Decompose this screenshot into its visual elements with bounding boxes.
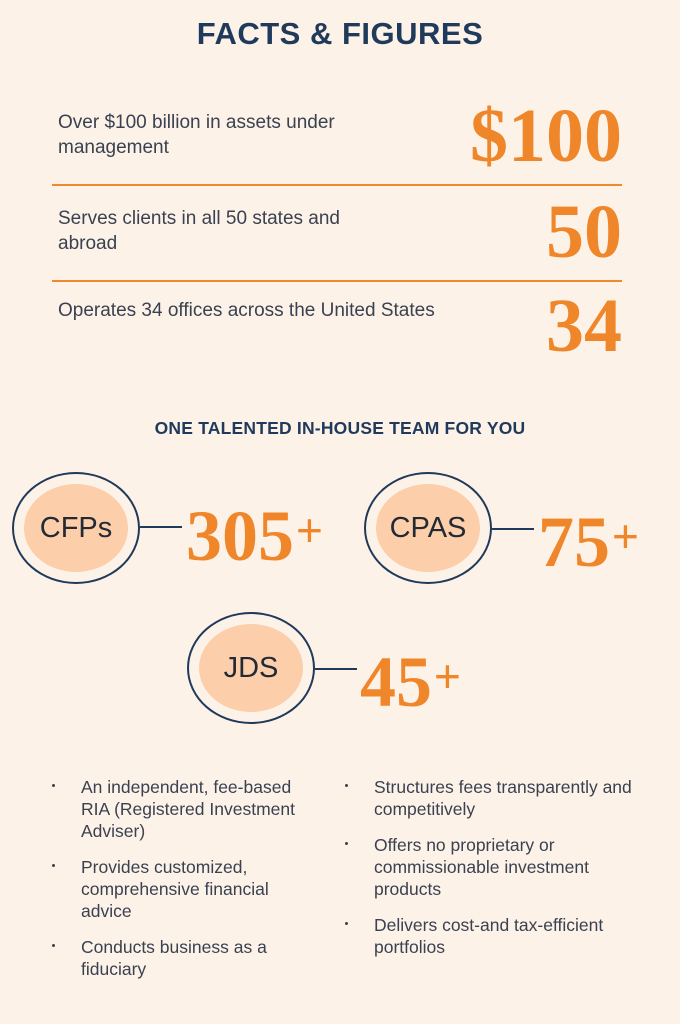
- badge-label: CFPs: [24, 484, 128, 572]
- divider: [52, 280, 622, 282]
- count-value: 305: [186, 496, 294, 576]
- list-item: Structures fees transparently and competitively: [345, 776, 635, 820]
- badge-label: JDS: [199, 624, 303, 712]
- count-suffix: +: [434, 650, 461, 702]
- fact-row-offices: [52, 284, 622, 368]
- fact-text: Serves clients in all 50 states and abroad: [58, 208, 340, 254]
- count-value: 75: [538, 502, 610, 582]
- bullet-dot-icon: [345, 842, 348, 845]
- connector-line: [492, 528, 534, 530]
- list-item: Offers no proprietary or commissionable investment products: [345, 834, 635, 900]
- bullet-dot-icon: [345, 922, 348, 925]
- count-suffix: +: [612, 510, 639, 562]
- fact-text: Over $100 billion in assets under management: [58, 112, 335, 158]
- list-item: Conducts business as a fiduciary: [52, 936, 322, 980]
- list-item: Provides customized, comprehensive financial advice: [52, 856, 322, 922]
- connector-line: [140, 526, 182, 528]
- divider: [52, 184, 622, 186]
- count-value: 45: [360, 642, 432, 722]
- connector-line: [315, 668, 357, 670]
- bullet-dot-icon: [52, 864, 55, 867]
- fact-figure: 34: [546, 284, 622, 368]
- count-suffix: +: [296, 504, 323, 556]
- team-count-cfps: [186, 494, 323, 576]
- bullet-list-right: [345, 776, 635, 972]
- list-item: An independent, fee-based RIA (Registered Investment Adviser): [52, 776, 322, 842]
- bullet-dot-icon: [345, 784, 348, 787]
- bullet-dot-icon: [52, 944, 55, 947]
- fact-figure: 50: [546, 190, 622, 274]
- team-count-jds: [360, 640, 461, 722]
- fact-row-states: [52, 188, 622, 280]
- team-badge-cpas: [364, 472, 492, 584]
- fact-figure: $100: [470, 94, 622, 178]
- team-heading: ONE TALENTED IN-HOUSE TEAM FOR YOU: [154, 418, 526, 438]
- team-badge-jds: [187, 612, 315, 724]
- list-item: Delivers cost-and tax-efficient portfolios: [345, 914, 635, 958]
- team-badge-cfps: [12, 472, 140, 584]
- fact-text: Operates 34 offices across the United States: [58, 300, 435, 321]
- badge-label: CPAS: [376, 484, 480, 572]
- bullet-dot-icon: [52, 784, 55, 787]
- team-count-cpas: [538, 500, 639, 582]
- bullet-list-left: [52, 776, 322, 994]
- fact-row-assets: [52, 92, 622, 184]
- page-title: FACTS & FIGURES: [196, 16, 484, 51]
